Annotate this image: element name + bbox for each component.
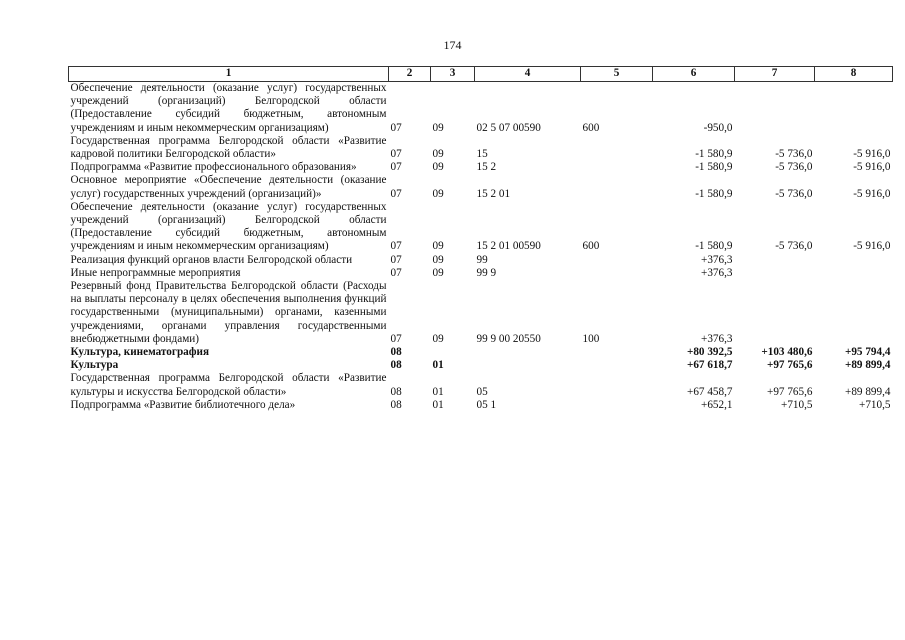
target-article-cell: 15 2 01 00590 [476,240,541,253]
target-article-cell: 99 9 00 20550 [476,332,541,345]
expense-type-cell: 100 [582,332,600,345]
expense-type-cell [581,399,653,412]
amount-col8-cell: +710,5 [859,398,891,411]
column-header: 1 [69,67,389,82]
column-header: 2 [389,67,431,82]
table-row [69,359,893,372]
table-row [69,254,893,267]
amount-col6-cell: +376,3 [701,253,733,266]
row-name-cell: Подпрограмма «Развитие библиотечного дела» [70,398,296,411]
page-number: 174 [443,38,462,52]
subsection-code-cell: 09 [432,187,444,200]
target-article-cell: 15 2 [476,161,497,174]
table-row [69,399,893,412]
target-article-cell [475,346,581,359]
section-code-cell: 07 [390,161,402,174]
amount-col8-cell: -5 916,0 [853,161,891,174]
target-article-cell: 99 9 [476,266,497,279]
target-article-cell: 02 5 07 00590 [476,121,541,134]
subsection-code-cell: 09 [432,148,444,161]
target-article-cell [475,359,581,372]
section-code-cell: 08 [390,385,402,398]
expense-type-cell [581,174,653,200]
amount-col7-cell: -5 736,0 [775,240,813,253]
table-row [69,174,893,200]
amount-col7-cell: -5 736,0 [775,187,813,200]
expense-type-cell [581,254,653,267]
section-code-cell: 08 [390,346,402,359]
amount-col8-cell: -5 916,0 [853,148,891,161]
amount-col8-cell: +95 794,4 [844,346,891,359]
column-header: 6 [653,67,735,82]
section-code-cell: 07 [390,253,402,266]
amount-col8-cell [815,267,893,280]
expense-type-cell [581,372,653,398]
amount-col7-cell: -5 736,0 [775,161,813,174]
expense-type-cell [581,135,653,161]
row-name-cell: Подпрограмма «Развитие профессионального образования» [70,161,357,174]
target-article-cell: 15 2 01 [476,187,511,200]
amount-col6-cell: -1 580,9 [695,161,733,174]
section-code-cell: 07 [390,148,402,161]
column-header: 5 [581,67,653,82]
row-name-cell: Культура [70,359,119,372]
amount-col8-cell: -5 916,0 [853,240,891,253]
subsection-code-cell: 09 [432,253,444,266]
section-code-cell: 07 [390,187,402,200]
row-name-cell: Иные непрограммные мероприятия [70,266,241,279]
row-name-cell: Государственная программа Белгородской области «Развитие кадровой политики Белгородской области» [70,134,387,161]
column-header: 7 [735,67,815,82]
expense-type-cell [581,267,653,280]
amount-col7-cell: +710,5 [781,398,813,411]
expense-type-cell: 600 [582,121,600,134]
subsection-code-cell: 01 [432,398,444,411]
section-code-cell: 07 [390,266,402,279]
expense-type-cell [581,359,653,372]
row-name-cell: Основное мероприятие «Обеспечение деятельности (оказание услуг) государственных учреждений (организаций)» [70,174,387,200]
amount-col8-cell: +89 899,4 [845,385,891,398]
table-row [69,82,893,135]
subsection-code-cell: 01 [432,385,444,398]
table-row [69,372,893,398]
table-row [69,135,893,161]
expense-type-cell: 600 [582,240,600,253]
amount-col7-cell [735,280,815,346]
amount-col8-cell: +89 899,4 [844,359,891,372]
expense-type-cell [581,161,653,174]
amount-col6-cell: +376,3 [701,332,733,345]
amount-col7-cell: -5 736,0 [775,148,813,161]
row-name-cell: Реализация функций органов власти Белгородской области [70,253,353,266]
subsection-code-cell [431,346,475,359]
table-row [69,161,893,174]
subsection-code-cell: 01 [432,359,444,372]
table-row [69,201,893,254]
row-name-cell: Резервный фонд Правительства Белгородской области (Расходы на выплаты персоналу в целях обеспечения выполнения функций государственными (муниципальными) органами, казенными учреждениями, органами управления государственными внебюджетными фондами) [70,280,387,345]
amount-col6-cell: +80 392,5 [686,346,733,359]
target-article-cell: 05 1 [476,398,497,411]
section-code-cell: 08 [390,398,402,411]
section-code-cell: 07 [390,121,402,134]
table-header-row [69,67,893,82]
amount-col6-cell: -1 580,9 [695,148,733,161]
section-code-cell: 07 [390,240,402,253]
subsection-code-cell: 09 [432,161,444,174]
target-article-cell: 15 [476,148,488,161]
amount-col7-cell: +97 765,6 [766,359,813,372]
amount-col8-cell: -5 916,0 [853,187,891,200]
amount-col6-cell: -950,0 [703,121,733,134]
row-name-cell: Обеспечение деятельности (оказание услуг) государственных учреждений (организаций) Белгородской области (Предоставление субсидий бюджетным, автономным учреждениям и иным некоммерческим организациям) [70,200,387,253]
amount-col8-cell [815,254,893,267]
row-name-cell: Культура, кинематография [70,346,209,359]
amount-col7-cell [735,82,815,135]
table-body [69,82,893,413]
amount-col6-cell: -1 580,9 [695,187,733,200]
column-header: 4 [475,67,581,82]
amount-col7-cell [735,267,815,280]
amount-col8-cell [815,82,893,135]
amount-col8-cell [815,280,893,346]
amount-col6-cell: +376,3 [701,266,733,279]
amount-col6-cell: -1 580,9 [695,240,733,253]
table-row [69,280,893,346]
target-article-cell: 05 [476,385,488,398]
amount-col7-cell: +97 765,6 [767,385,813,398]
subsection-code-cell: 09 [432,266,444,279]
subsection-code-cell: 09 [432,332,444,345]
row-name-cell: Государственная программа Белгородской области «Развитие культуры и искусства Белгородской области» [70,372,387,398]
budget-table [68,66,893,412]
table-row [69,267,893,280]
target-article-cell: 99 [476,253,488,266]
amount-col7-cell: +103 480,6 [761,346,813,359]
amount-col7-cell [735,254,815,267]
amount-col6-cell: +652,1 [701,398,733,411]
row-name-cell: Обеспечение деятельности (оказание услуг) государственных учреждений (организаций) Белгородской области (Предоставление субсидий бюджетным, автономным учреждениям и иным некоммерческим организациям) [70,82,387,134]
subsection-code-cell: 09 [432,121,444,134]
expense-type-cell [581,346,653,359]
column-header: 8 [815,67,893,82]
column-header: 3 [431,67,475,82]
section-code-cell: 08 [390,359,402,372]
table-row [69,346,893,359]
subsection-code-cell: 09 [432,240,444,253]
amount-col6-cell: +67 458,7 [687,385,733,398]
amount-col6-cell: +67 618,7 [686,359,733,372]
section-code-cell: 07 [390,332,402,345]
